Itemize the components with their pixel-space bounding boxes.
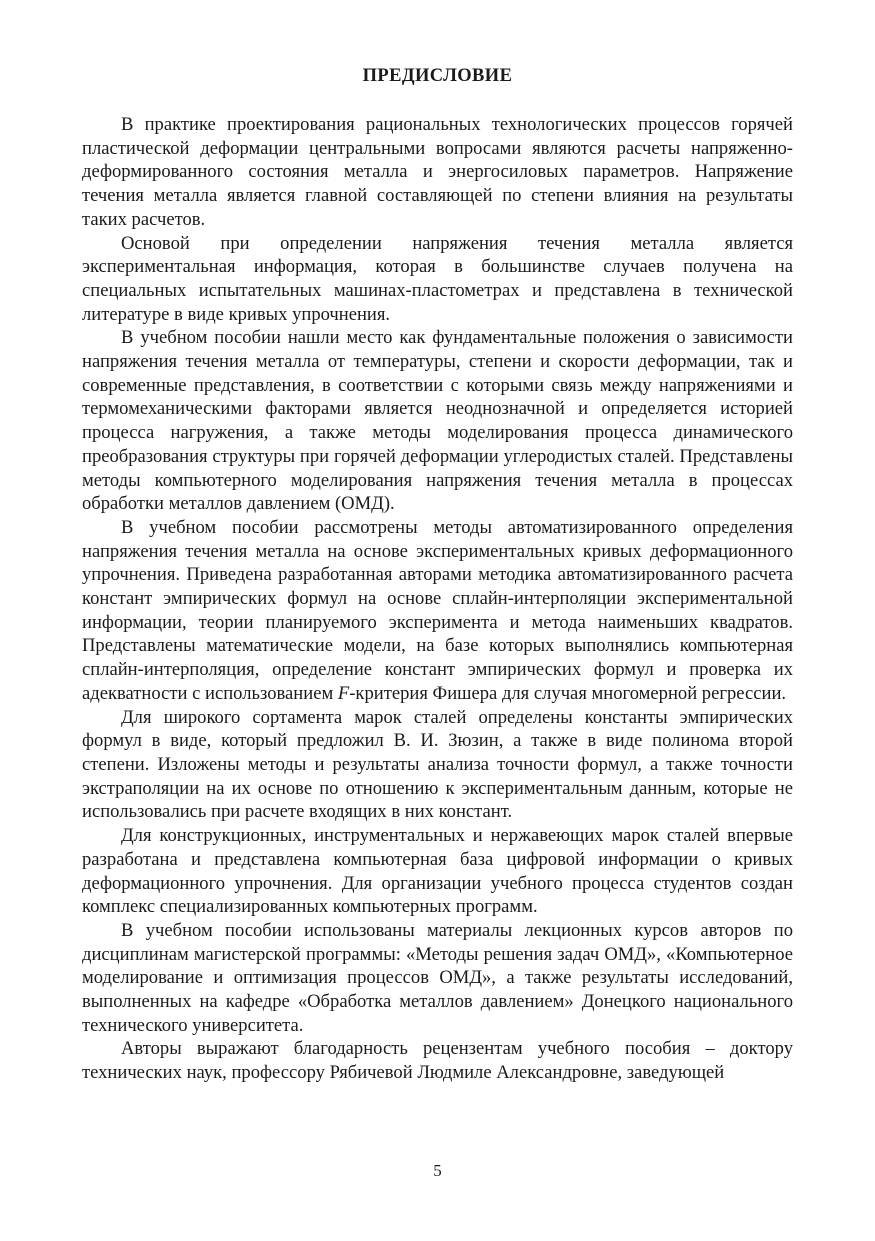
page-title: ПРЕДИСЛОВИЕ bbox=[362, 66, 513, 86]
paragraph-7: В учебном пособии использованы материалы лекционных курсов авторов по дисциплинам магистерской программы: «Методы решения задач ОМД», «Компьютерное моделирование и оптимизация процессов ОМД», а также результаты исследований, выполненных на кафедре «Обработка металлов давлением» Донецкого национального технического университета. bbox=[82, 919, 793, 1036]
paragraph-2: Основой при определении напряжения течения металла является экспериментальная информация, которая в большинстве случаев получена на специальных испытательных машинах-пластометрах и представлена в технической литературе в виде кривых упрочнения. bbox=[82, 232, 793, 325]
paragraph-8: Авторы выражают благодарность рецензентам учебного пособия – доктору технических наук, профессору Рябичевой Людмиле Александровне, заведующей bbox=[82, 1038, 793, 1084]
paragraph-6: Для конструкционных, инструментальных и нержавеющих марок сталей впервые разработана и представлена компьютерная база цифровой информации о кривых деформационного упрочнения. Для организации учебного процесса студентов создан комплекс специализированных компьютерных программ. bbox=[82, 825, 793, 918]
paragraph-1: В практике проектирования рациональных технологических процессов горячей пластической деформации центральными вопросами являются расчеты напряженно-деформированного состояния металла и энергосиловых параметров. Напряжение течения металла является главной составляющей по степени влияния на результаты таких расчетов. bbox=[82, 114, 793, 230]
f-criterion-symbol: F bbox=[337, 682, 350, 704]
paragraph-4: В учебном пособии рассмотрены методы автоматизированного определения напряжения течения металла на основе экспериментальных кривых деформационного упрочнения. Приведена разработанная авторами методика автоматизированного расчета констант эмпирических формул на основе сплайн-интерполяции экспериментальной информации, теории планируемого эксперимента и метода наименьших квадратов. Представлены математические модели, на базе которых выполнялись компьютерная сплайн-интерполяция, определение констант эмпирических формул и проверка их адекватности с использованием F-критерия Фишера для случая многомерной регрессии. bbox=[82, 516, 793, 704]
paragraph-3: В учебном пособии нашли место как фундаментальные положения о зависимости напряжения течения металла от температуры, степени и скорости деформации, так и современные представления, в соответствии с которыми связь между напряжениями и термомеханическими факторами является неоднозначной и определяется историей процесса нагружения, а также методы моделирования процесса динамического преобразования структуры при горячей деформации углеродистых сталей. Представлены методы компьютерного моделирования напряжения течения металла в процессах обработки металлов давлением (ОМД). bbox=[82, 327, 793, 515]
page-number: 5 bbox=[433, 1161, 442, 1180]
paragraph-5: Для широкого сортамента марок сталей определены константы эмпирических формул в виде, который предложил В. И. Зюзин, а также в виде полинома второй степени. Изложены методы и результаты анализа точности формул, а также точности экстраполяции на их основе по отношению к экспериментальным данным, которые не использовались при расчете входящих в них констант. bbox=[82, 706, 793, 823]
body-text bbox=[82, 113, 793, 1085]
